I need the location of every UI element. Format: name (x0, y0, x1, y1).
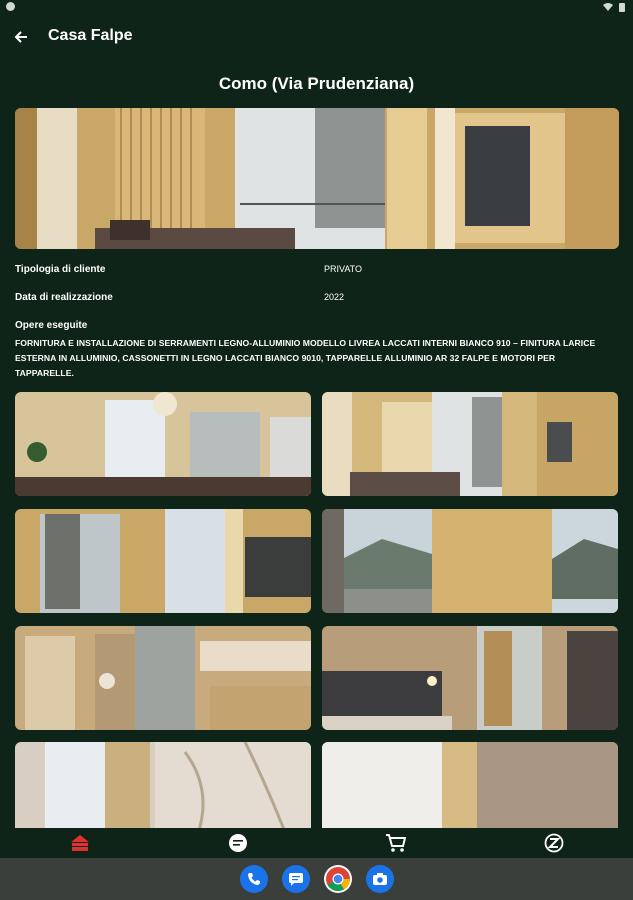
project-title: Como (Via Prudenziana) (218, 74, 415, 93)
status-right (603, 2, 625, 12)
bottom-navigation (0, 828, 633, 858)
status-bar (0, 0, 633, 16)
cart-icon[interactable] (383, 830, 409, 856)
gallery-photo[interactable] (15, 626, 311, 730)
gallery-photo[interactable] (15, 509, 311, 613)
gallery-photo[interactable] (322, 509, 618, 613)
phone-icon[interactable] (240, 865, 268, 893)
camera-icon[interactable] (366, 865, 394, 893)
client-type-value: PRIVATO (324, 264, 363, 274)
wifi-icon (603, 2, 613, 11)
z-logo-icon[interactable] (541, 830, 567, 856)
home-icon[interactable] (67, 830, 93, 856)
battery-icon (619, 2, 625, 12)
hero-photo[interactable] (15, 108, 619, 249)
app-bar (0, 16, 633, 60)
system-dock (0, 858, 633, 900)
arrow-left-icon[interactable] (10, 26, 32, 48)
works-label: Opere eseguite (15, 320, 88, 331)
app-title: Casa Falpe (48, 27, 133, 44)
chat-icon[interactable] (225, 830, 251, 856)
date-value: 2022 (324, 292, 345, 302)
gallery-photo[interactable] (322, 626, 618, 730)
works-description: FORNITURA E INSTALLAZIONE DI SERRAMENTI LEGNO-ALLUMINIO MODELLO LIVREA LACCATI INTERNI BIANCO 910 – FINITURA LARICE ESTERNA IN ALLUMINIO, CASSONETTI IN LEGNO LACCATI BIANCO 9010, TAPPARELLE ALLUMINIO AR 32 FALPE E MOTORI PER TAPPARELLE. (15, 338, 596, 378)
client-type-label: Tipologia di cliente (15, 264, 106, 275)
notification-icon (6, 2, 15, 11)
status-left (6, 2, 15, 11)
date-label: Data di realizzazione (15, 292, 113, 303)
gallery-photo[interactable] (322, 392, 618, 496)
chrome-icon[interactable] (324, 865, 352, 893)
gallery-photo[interactable] (15, 392, 311, 496)
messages-icon[interactable] (282, 865, 310, 893)
